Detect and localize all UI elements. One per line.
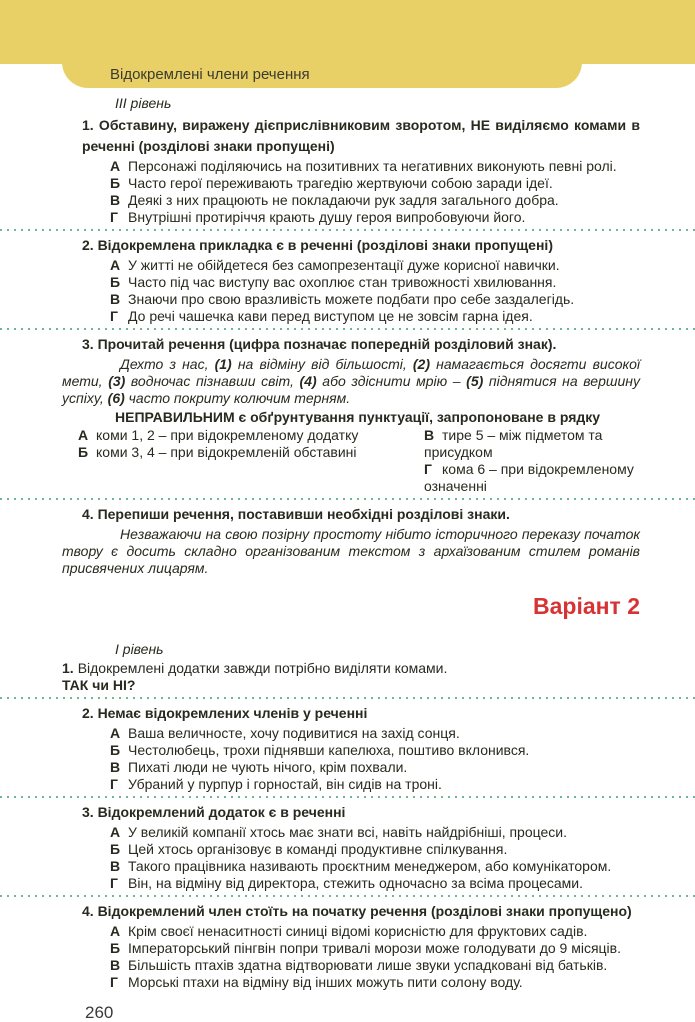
option-letter: Б: [110, 274, 121, 290]
option-text: коми 1, 2 – при відокремленому додатку: [96, 427, 359, 443]
answer-option: [110, 776, 640, 793]
option-text: кома 6 – при відокремленому означенні: [424, 461, 634, 494]
punctuation-number: (3): [108, 373, 126, 389]
answer-option: [110, 759, 640, 776]
answer-option: [78, 444, 424, 461]
question-title: 2. Немає відокремлених членів у реченні: [82, 705, 368, 721]
answer-option: [110, 158, 640, 175]
answer-option: [110, 875, 640, 892]
option-text: Пихаті люди не чують нічого, крім похвали.: [128, 759, 408, 775]
option-letter: А: [110, 158, 121, 174]
option-letter: А: [110, 257, 121, 273]
punctuation-number: (2): [412, 356, 431, 372]
option-text: Внутрішні протиріччя крають душу героя випробовуючи його.: [128, 209, 526, 225]
true-false-question: [62, 660, 640, 677]
options-list: [110, 158, 640, 226]
dotted-separator: [0, 328, 695, 330]
sentence-segment: часто покриту колючим терням.: [124, 390, 351, 406]
sentence-segment: водночас пізнавши світ,: [125, 373, 300, 389]
dotted-separator: [0, 697, 695, 699]
punctuation-number: (6): [107, 390, 125, 406]
option-letter: Б: [78, 444, 89, 460]
dotted-separator: [0, 895, 695, 897]
option-letter: А: [78, 427, 89, 443]
answer-option: [110, 257, 640, 274]
option-letter: А: [110, 725, 121, 741]
dotted-separator: [0, 796, 695, 798]
answer-option: [110, 742, 640, 759]
option-letter: Г: [424, 461, 432, 477]
yes-no-prompt: ТАК чи НІ?: [62, 677, 136, 693]
option-text: Морські птахи на відміну від інших можуть пити солону воду.: [128, 974, 523, 990]
answer-option: [110, 824, 640, 841]
option-letter: Г: [110, 875, 118, 891]
options-list: [110, 257, 640, 325]
option-letter: В: [110, 759, 121, 775]
option-letter: Б: [110, 742, 121, 758]
answer-option: [110, 858, 640, 875]
sentence-segment: або здіснити мрію –: [316, 373, 467, 389]
question-title: 3. Відокремлений додаток є в реченні: [82, 804, 346, 820]
option-letter: Б: [110, 841, 121, 857]
chapter-title: Відокремлені члени речення: [110, 66, 310, 83]
punctuation-number: (1): [214, 356, 232, 372]
exercise-sentence: Незважаючи на свою позірну простоту нібито історичного переказу початок твору є досить складно організованим текстом з архаїзованим стилем романів присвячених лицарям.: [62, 526, 640, 576]
option-text: У великій компанії хтось має знати всі, навіть найдрібніші, процеси.: [128, 824, 567, 840]
answer-option: [110, 957, 640, 974]
options-column-right: [424, 427, 640, 495]
option-text: Ваша величносте, хочу подивитися на захід сонця.: [128, 725, 460, 741]
sentence-segment: піднятися на вершину успіху,: [62, 373, 640, 406]
answer-option: [110, 175, 640, 192]
answer-option: [424, 427, 640, 461]
option-text: Часто герої переживають трагедію жертвуючи собою заради ідеї.: [128, 175, 553, 191]
answer-option: [110, 192, 640, 209]
option-text: Убраний у пурпур і горностай, він сидів на троні.: [128, 776, 442, 792]
question-text: Відокремлені додатки завжди потрібно виділяти комами.: [77, 660, 448, 676]
option-text: До речі чашечка кави перед виступом це не зовсім гарна ідея.: [128, 308, 533, 324]
question-title: 4. Перепиши речення, поставивши необхідні розділові знаки.: [82, 506, 510, 522]
option-text: У житті не обійдетеся без самопрезентації дуже корисної навички.: [128, 257, 560, 273]
option-letter: Б: [110, 940, 121, 956]
option-letter: В: [110, 291, 121, 307]
answer-option: [110, 940, 640, 957]
options-column-left: [78, 427, 424, 495]
sentence-segment: на відміну від більшості,: [231, 356, 413, 372]
answer-option: [110, 974, 640, 991]
dotted-separator: [0, 498, 695, 500]
option-letter: В: [110, 192, 121, 208]
option-text: Такого працівника називають проєктним менеджером, або комунікатором.: [128, 858, 612, 874]
option-letter: В: [110, 957, 121, 973]
options-list: [110, 923, 640, 991]
option-letter: Г: [110, 209, 118, 225]
option-text: коми 3, 4 – при відокремленій обставині: [96, 444, 357, 460]
option-letter: Б: [110, 175, 121, 191]
option-text: Честолюбець, трохи піднявши капелюха, поштиво вклонився.: [128, 742, 530, 758]
page-number: 260: [85, 1003, 114, 1022]
option-text: Знаючи про свою вразливість можете подбати про себе заздалегідь.: [128, 291, 575, 307]
punctuation-number: (5): [466, 373, 484, 389]
option-text: Крім своєї ненаситності синиці відомі корисністю для фруктових садів.: [128, 923, 588, 939]
page-content: [0, 88, 695, 1022]
question-title: 3. Прочитай речення (цифра позначає попередній розділовий знак).: [82, 336, 557, 352]
option-letter: В: [424, 427, 435, 443]
option-letter: А: [110, 923, 121, 939]
answer-option: [110, 209, 640, 226]
option-letter: В: [110, 858, 121, 874]
sentence-segment: Дехто з нас,: [120, 356, 215, 372]
variant-heading: Варіант 2: [533, 593, 640, 619]
question-title: 4. Відокремлений член стоїть на початку речення (розділові знаки пропущено): [82, 903, 632, 919]
option-text: тире 5 – між підметом та присудком: [424, 427, 603, 460]
question-title: 1. Обставину, виражену дієприслівниковим зворотом, НЕ виділяємо комами в реченні (розділові знаки пропущені): [82, 117, 640, 154]
question-subtitle: НЕПРАВИЛЬНИМ є обґрунтування пунктуації, запропоноване в рядку: [115, 409, 601, 425]
header-title-tab: [62, 0, 582, 88]
answer-option: [110, 291, 640, 308]
option-text: Він, на відміну від директора, стежить одночасно за всіма процесами.: [128, 875, 583, 891]
exercise-sentence: [62, 356, 640, 407]
answer-option: [424, 461, 640, 495]
answer-option: [78, 427, 424, 444]
level1-label: I рівень: [115, 641, 164, 657]
dotted-separator: [0, 229, 695, 231]
level3-label: III рівень: [115, 95, 172, 111]
answer-option: [110, 841, 640, 858]
option-letter: А: [110, 824, 121, 840]
answer-option: [110, 274, 640, 291]
question-title: 2. Відокремлена прикладка є в реченні (розділові знаки пропущені): [82, 237, 553, 253]
two-column-options: [78, 427, 640, 495]
options-list: [110, 824, 640, 892]
sentence-segment: намагається досягти високої мети,: [62, 356, 640, 389]
punctuation-number: (4): [299, 373, 317, 389]
option-text: Більшість птахів здатна відтворювати лише звуки успадковані від батьків.: [128, 957, 608, 973]
option-text: Часто під час виступу вас охоплює стан тривожності хвилювання.: [128, 274, 557, 290]
option-text: Деякі з них працюють не покладаючи рук задля загального добра.: [128, 192, 559, 208]
option-letter: Г: [110, 308, 118, 324]
option-text: Цей хтось організовує в команді продуктивне спілкування.: [128, 841, 508, 857]
option-text: Імператорський пінгвін попри тривалі морози може голодувати до 9 місяців.: [128, 940, 621, 956]
option-letter: Г: [110, 974, 118, 990]
option-letter: Г: [110, 776, 118, 792]
answer-option: [110, 923, 640, 940]
question-number: 1.: [62, 660, 74, 676]
options-list: [110, 725, 640, 793]
answer-option: [110, 725, 640, 742]
answer-option: [110, 308, 640, 325]
option-text: Персонажі поділяючись на позитивних та негативних виконують певні ролі.: [128, 158, 617, 174]
